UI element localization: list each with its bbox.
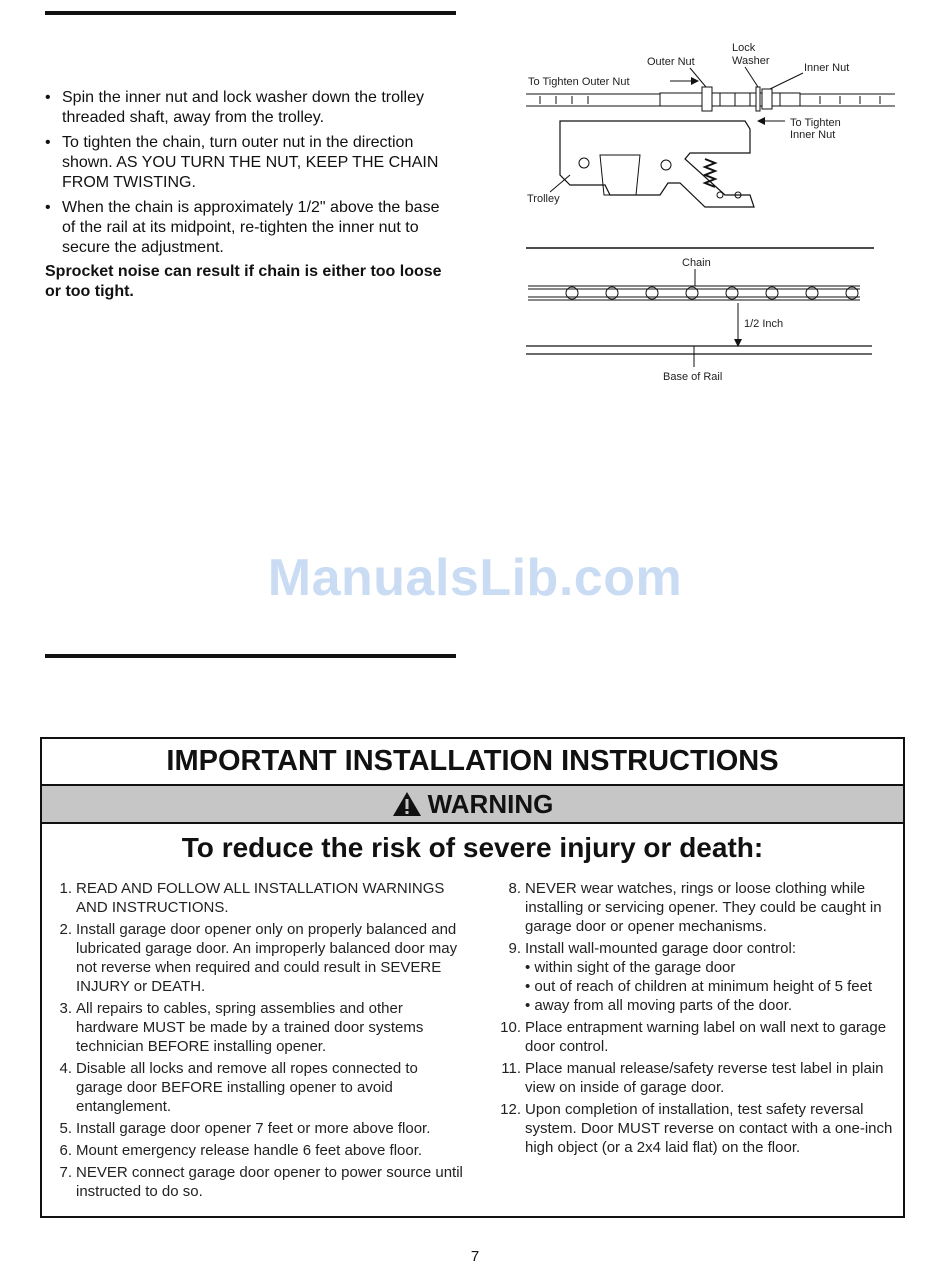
inner-nut-label: Inner Nut [804,62,850,74]
item-number: 11. [501,1060,521,1077]
trolley-label: Trolley [527,193,560,205]
outer-nut-shape [702,87,712,111]
installation-warning-box [40,737,905,1218]
item-text: NEVER wear watches, rings or loose clothing while installing or servicing opener. They could be caught in garage door or opener mechanisms. [525,880,882,935]
item-number: 9. [508,940,521,957]
warning-triangle-icon [392,791,422,817]
chain-links [528,286,860,300]
item-text: Place entrapment warning label on wall next to garage door control. [525,1019,887,1055]
instruction-list [45,88,455,263]
lock-washer-label-line1: Lock [732,42,756,54]
list-item [494,1018,899,1056]
list-item [54,1059,464,1116]
page-number: 7 [470,1248,480,1265]
list-item [54,999,464,1056]
list-item [54,920,464,996]
box-subtitle: To reduce the risk of severe injury or death: [181,832,764,863]
box-title: IMPORTANT INSTALLATION INSTRUCTIONS [42,739,903,786]
watermark: ManualsLib.com [267,549,683,607]
item-number: 6. [59,1142,72,1159]
list-item [494,1100,899,1157]
list-item [54,1163,464,1201]
inner-nut-shape [762,89,772,109]
item-number: 5. [59,1120,72,1137]
item-text: All repairs to cables, spring assemblies and other hardware MUST be made by a trained door systems technician BEFORE installing opener. [76,1000,424,1055]
item-number: 3. [59,1000,72,1017]
item-text: Place manual release/safety reverse test label in plain view on inside of garage door. [525,1060,884,1096]
list-item [494,939,899,1015]
chain-label: Chain [682,257,711,269]
item-number: 7. [59,1164,72,1181]
instruction-bullet: • Spin the inner nut and lock washer down the trolley threaded shaft, away from the trolley. [45,88,455,128]
item-text: NEVER connect garage door opener to power source until instructed to do so. [76,1164,463,1200]
list-item [54,1119,464,1138]
chain-right-segment [800,94,895,106]
item-number: 10. [500,1019,521,1036]
list-item [54,879,464,917]
item-number: 8. [508,880,521,897]
base-of-rail-label: Base of Rail [663,371,723,383]
chain-adjustment-diagram [520,35,910,390]
chain-left-segment [526,94,660,106]
list-item [494,879,899,936]
item-text: READ AND FOLLOW ALL INSTALLATION WARNINGS AND INSTRUCTIONS. [76,880,445,916]
half-inch-label: 1/2 Inch [744,318,784,330]
warning-label: WARNING [427,789,554,819]
item-number: 2. [59,921,72,938]
lock-washer-shape [756,87,760,111]
instruction-bullet: • When the chain is approximately 1/2" above the base of the rail at its midpoint, re-tighten the inner nut to secure the adjustment. [45,198,455,258]
warning-banner [42,786,903,824]
top-rule [45,11,456,15]
item-number: 4. [59,1060,72,1077]
list-item [494,1059,899,1097]
sub-list-item: • away from all moving parts of the door. [525,997,793,1014]
item-text: Install garage door opener only on properly balanced and lubricated garage door. An improperly balanced door may not reverse when required and could result in SEVERE INJURY or DEATH. [76,921,458,995]
tighten-inner-nut-label-line1: To Tighten [790,117,841,129]
item-text: Disable all locks and remove all ropes connected to garage door BEFORE installing opener to avoid entanglement. [76,1060,418,1115]
instruction-bullet: • To tighten the chain, turn outer nut in the direction shown. AS YOU TURN THE NUT, KEEP THE CHAIN FROM TWISTING. [45,133,455,193]
lock-washer-label-line2: Washer [732,55,770,67]
sub-list-item: • within sight of the garage door [525,959,736,976]
item-text: Mount emergency release handle 6 feet above floor. [76,1142,423,1159]
warning-list-right [494,879,899,1160]
sprocket-noise-note: Sprocket noise can result if chain is either too loose or too tight. [45,263,442,300]
tighten-inner-nut-label-line2: Inner Nut [790,129,836,141]
sub-list-item: • out of reach of children at minimum height of 5 feet [525,978,873,995]
item-number: 12. [500,1101,521,1118]
tighten-outer-nut-label: To Tighten Outer Nut [528,76,630,88]
sub-list [525,958,899,1015]
warning-list-left [54,879,464,1204]
list-item [54,1141,464,1160]
item-text: Install garage door opener 7 feet or more above floor. [76,1120,431,1137]
item-text: Install wall-mounted garage door control: [525,940,796,957]
threaded-shaft [660,93,800,106]
outer-nut-label: Outer Nut [647,56,695,68]
mid-rule [45,654,456,658]
item-number: 1. [59,880,72,897]
item-text-group [525,939,899,1015]
item-text: Upon completion of installation, test safety reversal system. Door MUST reverse on contact with a one-inch high object (or a 2x4 laid flat) on the floor. [525,1101,893,1156]
